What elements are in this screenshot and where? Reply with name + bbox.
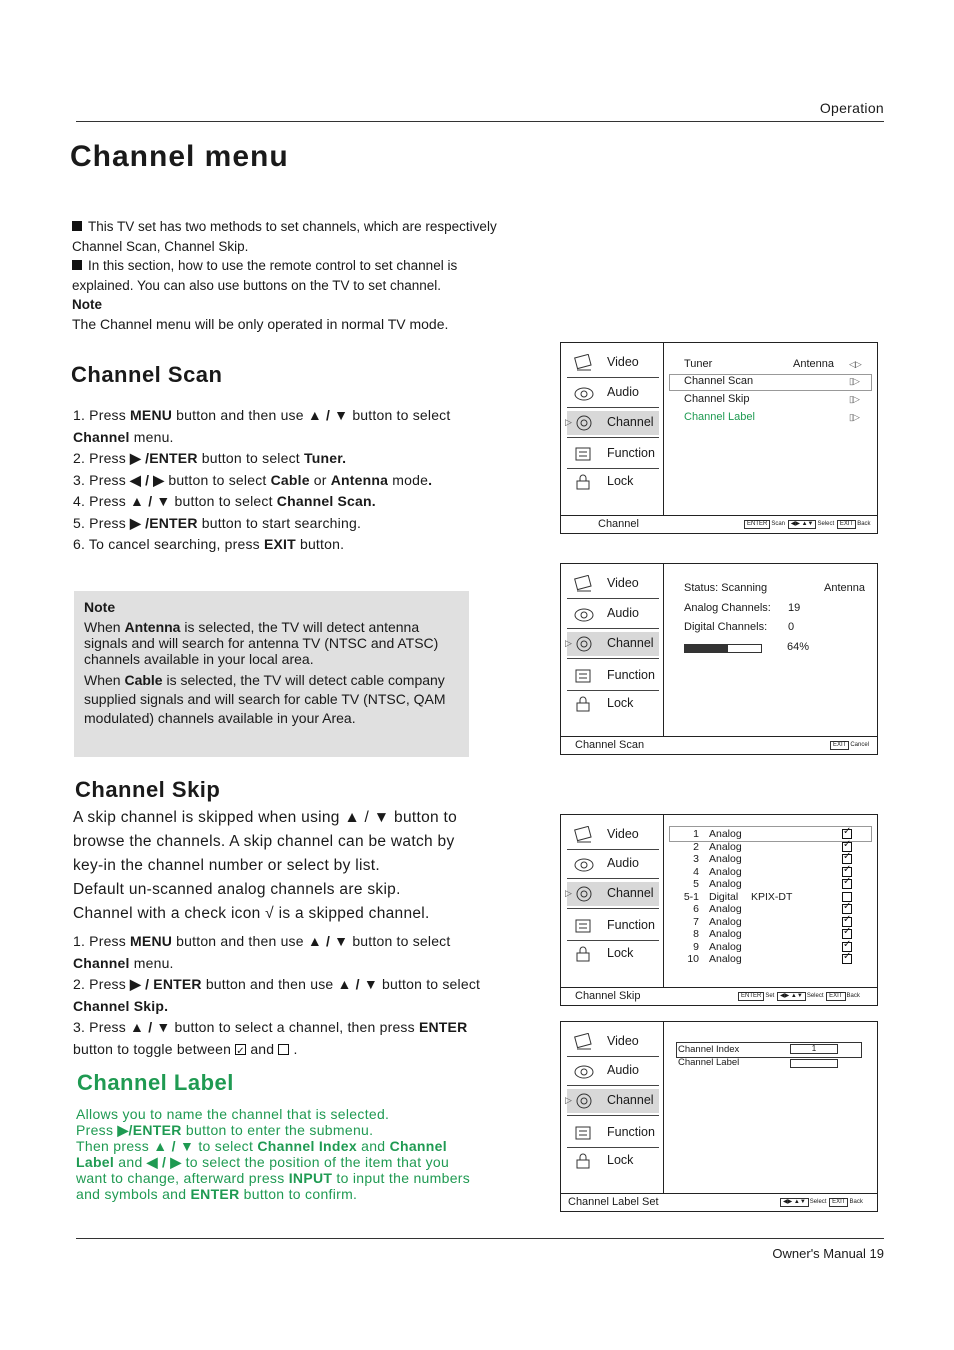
channel-skip-screen — [560, 814, 878, 1006]
scan-progress-bar — [684, 644, 762, 653]
skip-desc-1: A skip channel is skipped when using ▲ / ▼ button to browse the channels. A skip channel can be watch by key-in the channel number or select by list. — [73, 809, 458, 874]
channel-number: 9 — [693, 940, 699, 953]
menu-item-lock[interactable]: Lock — [567, 1149, 659, 1173]
channel-type: Analog — [709, 828, 742, 840]
channel-row[interactable] — [671, 853, 871, 866]
footer-title: Channel Label Set — [568, 1196, 659, 1208]
intro-note-text: The Channel menu will be only operated in normal TV mode. — [72, 315, 449, 332]
selected-caret-icon: ▷ — [565, 417, 572, 427]
scan-percent: 64% — [787, 641, 810, 653]
channel-row[interactable] — [671, 828, 871, 841]
channel-skip-option[interactable]: Channel Skip — [684, 393, 750, 405]
channel-row[interactable] — [671, 878, 871, 891]
scan-step-6: 6. To cancel searching, press EXIT button. — [73, 536, 345, 552]
skip-step-2: 2. Press ▶ / ENTER button and then use ▲ / ▼ button to select Channel Skip. — [73, 976, 481, 1014]
menu-item-video[interactable]: Video — [567, 823, 659, 847]
channel-index-label: Channel Index — [678, 1044, 740, 1055]
note-box — [74, 591, 469, 757]
menu-item-function[interactable]: Function — [567, 914, 659, 938]
scan-step-5: 5. Press ▶ /ENTER button to start searching. — [73, 514, 362, 531]
left-right-arrow-icon: ◁▷ — [849, 359, 861, 369]
channel-number: 6 — [693, 903, 699, 915]
menu-item-video[interactable]: Video — [567, 1030, 659, 1054]
digital-channels-label: Digital Channels: — [684, 621, 768, 633]
channel-scan-screen — [560, 563, 878, 755]
menu-sidebar — [561, 815, 664, 988]
enter-arrow-icon: ▯▷ — [849, 394, 859, 404]
menu-item-audio[interactable]: Audio — [567, 1059, 659, 1083]
selected-caret-icon: ▷ — [565, 638, 572, 648]
menu-sidebar — [561, 564, 664, 737]
screen-footer — [561, 987, 877, 1005]
channel-type: Analog — [709, 840, 742, 853]
menu-item-channel[interactable]: ▷ Channel — [567, 411, 659, 435]
channel-index-input[interactable]: 1 — [790, 1044, 838, 1054]
video-icon — [573, 1033, 595, 1051]
footer-title: Channel Scan — [575, 739, 645, 751]
channel-number: 4 — [693, 865, 699, 878]
channel-skip-steps — [73, 931, 498, 1060]
checked-box-icon — [235, 1044, 246, 1055]
video-icon — [573, 354, 595, 372]
selected-caret-icon: ▷ — [565, 1095, 572, 1105]
function-icon — [573, 1124, 595, 1142]
scan-step-3: 3. Press ◀ / ▶ button to select Cable or Antenna mode. — [73, 471, 433, 488]
channel-number: 1 — [693, 828, 699, 840]
channel-label-option[interactable]: Channel Label — [684, 411, 755, 423]
skip-checked-icon[interactable] — [842, 954, 852, 964]
skip-checked-icon[interactable] — [842, 942, 852, 952]
footer-keys: ENTER Set ◀▶ ▲▼ Select EXIT Back — [737, 992, 860, 1001]
scan-step-2: 2. Press ▶ /ENTER button to select Tuner. — [73, 450, 347, 466]
page-title: Channel menu — [70, 140, 289, 173]
scan-status-label: Status: Scanning — [684, 582, 768, 594]
unchecked-box-icon — [278, 1044, 289, 1055]
audio-icon — [573, 1062, 595, 1080]
channel-type: Analog — [709, 953, 742, 965]
audio-icon — [573, 855, 595, 873]
skip-checked-icon[interactable] — [842, 867, 852, 877]
screen-footer — [561, 515, 877, 533]
skip-checked-icon[interactable] — [842, 917, 852, 927]
enter-arrow-icon: ▯▷ — [849, 376, 859, 386]
scan-progress-fill — [685, 645, 728, 652]
menu-item-function[interactable]: Function — [567, 442, 659, 466]
channel-icon — [573, 885, 595, 903]
intro-paragraph-1: This TV set has two methods to set channels, which are respectively Channel Scan, Channel Skip. — [72, 219, 497, 254]
video-icon — [573, 575, 595, 593]
channel-label-description — [76, 1106, 476, 1202]
skip-checked-icon[interactable] — [842, 879, 852, 889]
tuner-label[interactable]: Tuner — [684, 358, 713, 370]
channel-label-input[interactable] — [790, 1059, 838, 1068]
lock-icon — [573, 473, 595, 491]
video-icon — [573, 826, 595, 844]
channel-scan-steps — [73, 405, 493, 556]
channel-row[interactable] — [671, 841, 871, 854]
channel-name: KPIX-DT — [751, 890, 793, 903]
channel-icon — [573, 1092, 595, 1110]
channel-number: 8 — [693, 928, 699, 940]
menu-item-channel[interactable]: ▷ Channel — [567, 1089, 659, 1113]
menu-item-audio[interactable]: Audio — [567, 602, 659, 626]
channel-type: Analog — [709, 903, 742, 915]
menu-item-lock[interactable]: Lock — [567, 470, 659, 494]
menu-sidebar — [561, 343, 664, 516]
function-icon — [573, 667, 595, 685]
skip-step-3: 3. Press ▲ / ▼ button to select a channel, then press ENTER button to toggle between ✓ and . — [73, 1017, 498, 1060]
menu-item-lock[interactable]: Lock — [567, 942, 659, 966]
channel-type: Digital — [709, 890, 739, 903]
menu-item-video[interactable]: Video — [567, 572, 659, 596]
skip-desc-2: Default un-scanned analog channels are skip. — [73, 881, 401, 898]
menu-item-audio[interactable]: Audio — [567, 381, 659, 405]
intro-note-label: Note — [72, 297, 102, 312]
channel-scan-option[interactable]: Channel Scan — [684, 375, 754, 387]
channel-type: Analog — [709, 865, 742, 878]
lock-icon — [573, 1152, 595, 1170]
menu-item-audio[interactable]: Audio — [567, 852, 659, 876]
function-icon — [573, 445, 595, 463]
channel-number: 5 — [693, 878, 699, 890]
digital-channels-value: 0 — [788, 621, 795, 633]
footer-rule — [76, 1238, 884, 1239]
menu-item-lock[interactable]: Lock — [567, 692, 659, 716]
skip-step-1: 1. Press MENU button and then use ▲ / ▼ button to select Channel menu. — [73, 933, 451, 971]
section-label: Operation — [819, 100, 884, 116]
analog-channels-label: Analog Channels: — [684, 602, 771, 614]
channel-type: Analog — [709, 853, 742, 865]
lock-icon — [573, 695, 595, 713]
channel-label-label: Channel Label — [678, 1057, 740, 1068]
label-desc-2: Press ▶/ENTER button to enter the submenu. — [76, 1122, 374, 1138]
channel-number: 5-1 — [683, 890, 699, 903]
channel-row[interactable] — [671, 928, 871, 941]
channel-label-heading: Channel Label — [77, 1070, 234, 1095]
menu-item-channel[interactable]: ▷ Channel — [567, 632, 659, 656]
channel-row[interactable] — [671, 891, 871, 904]
note-antenna: When Antenna is selected, the TV will detect antenna signals and will search for antenna TV (NTSC and ATSC) channels available in your local area. — [84, 619, 439, 667]
enter-arrow-icon: ▯▷ — [849, 412, 859, 422]
channel-row[interactable] — [671, 916, 871, 929]
channel-type: Analog — [709, 878, 742, 890]
channel-scan-heading: Channel Scan — [71, 362, 223, 387]
scan-step-1: 1. Press MENU button and then use ▲ / ▼ button to select Channel menu. — [73, 407, 451, 445]
channel-row[interactable] — [671, 953, 871, 966]
scan-status-value: Antenna — [824, 582, 865, 594]
skip-unchecked-icon[interactable] — [842, 892, 852, 902]
menu-sidebar — [561, 1022, 664, 1194]
channel-menu-screen — [560, 342, 878, 534]
intro-paragraph-2: In this section, how to use the remote control to set channel is explained. You can also use buttons on the TV to set channel. — [72, 258, 458, 293]
footer-title: Channel Skip — [575, 990, 641, 1002]
lock-icon — [573, 945, 595, 963]
skip-checked-icon[interactable] — [842, 929, 852, 939]
function-icon — [573, 917, 595, 935]
audio-icon — [573, 384, 595, 402]
bullet-square-icon — [72, 221, 82, 231]
menu-item-function[interactable]: Function — [567, 664, 659, 688]
menu-item-channel[interactable]: ▷ Channel — [567, 882, 659, 906]
channel-row[interactable] — [671, 903, 871, 916]
screen-footer — [561, 1193, 877, 1211]
tuner-value: Antenna — [793, 358, 834, 370]
channel-number: 7 — [693, 915, 699, 928]
footer-keys: ENTER Scan ◀▶ ▲▼ Select EXIT Back — [743, 520, 871, 529]
menu-item-video[interactable]: Video — [567, 351, 659, 375]
note-cable: When Cable is selected, the TV will detect cable company supplied signals and will search for cable TV (NTSC, QAM modulated) channels available in your Area. — [84, 672, 446, 726]
selected-caret-icon: ▷ — [565, 888, 572, 898]
analog-channels-value: 19 — [788, 602, 801, 614]
label-desc-3: Then press ▲ / ▼ to select Channel Index and Channel Label and ◀ / ▶ to select the position of the item that you want to change, afterward press INPUT to input the numbers and symbols and ENTER button to confirm. — [76, 1138, 471, 1202]
skip-desc-3: Channel with a check icon √ is a skipped channel. — [73, 905, 430, 922]
bullet-square-icon — [72, 260, 82, 270]
channel-label-screen — [560, 1021, 878, 1212]
screen-footer — [561, 736, 877, 754]
channel-number: 2 — [693, 840, 699, 853]
scan-step-4: 4. Press ▲ / ▼ button to select Channel Scan. — [73, 493, 376, 509]
skip-checked-icon[interactable] — [842, 854, 852, 864]
skip-checked-icon[interactable] — [842, 829, 852, 839]
channel-number: 3 — [693, 853, 699, 865]
channel-skip-heading: Channel Skip — [75, 777, 221, 802]
channel-row[interactable] — [671, 866, 871, 879]
note-box-label: Note — [84, 599, 116, 615]
channel-skip-description — [73, 806, 483, 926]
footer-keys: ◀▶ ▲▼ Select EXIT Back — [779, 1198, 863, 1207]
header-rule — [76, 121, 884, 122]
menu-item-function[interactable]: Function — [567, 1121, 659, 1145]
intro-block — [72, 217, 502, 334]
footer-title: Channel — [598, 518, 639, 530]
channel-type: Analog — [709, 928, 742, 940]
page-footer: Owner's Manual 19 — [772, 1246, 884, 1261]
skip-checked-icon[interactable] — [842, 842, 852, 852]
channel-number: 10 — [687, 953, 699, 965]
channel-list — [671, 828, 871, 966]
channel-type: Analog — [709, 940, 742, 953]
channel-icon — [573, 414, 595, 432]
label-desc-1: Allows you to name the channel that is selected. — [76, 1106, 390, 1122]
skip-checked-icon[interactable] — [842, 904, 852, 914]
channel-type: Analog — [709, 915, 742, 928]
footer-keys: EXIT Cancel — [829, 741, 869, 750]
audio-icon — [573, 605, 595, 623]
channel-icon — [573, 635, 595, 653]
channel-row[interactable] — [671, 941, 871, 954]
